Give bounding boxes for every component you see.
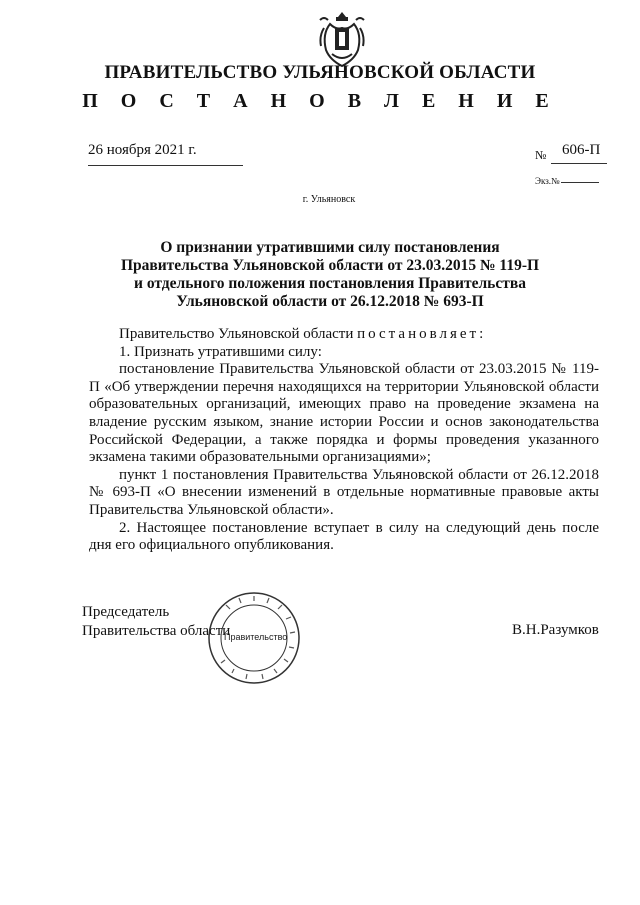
city: г. Ульяновск: [302, 194, 356, 205]
item-1: 1. Признать утратившими силу:: [119, 343, 322, 360]
item-1a: постановление Правительства Ульяновской области от 23.03.2015 № 119-П «Об утверждении перечня находящихся на территории Ульяновской области образовательных организаций, имеющих право на проведение экзамена на владение русским языком, знание истории России и основ законодательства Российской Федерации, а также порядка и формы проведения указанного экзамена такими образовательными организациями»;: [89, 361, 599, 466]
number-underline: [551, 163, 607, 164]
title-line: Правительства Ульяновской области от 23.03.2015 № 119-П: [120, 257, 540, 274]
title-line: и отдельного положения постановления Правительства: [134, 275, 526, 292]
copy-underline: [561, 182, 599, 183]
signatory-name: В.Н.Разумков: [512, 622, 599, 638]
intro-paragraph: [89, 326, 599, 344]
number-value: 606-П: [562, 142, 601, 158]
coat-of-arms-emblem: [318, 10, 366, 68]
number-sign: №: [535, 148, 547, 162]
document-body: [89, 326, 599, 555]
position-line-1: Председатель: [82, 604, 170, 620]
item-2: 2. Настоящее постановление вступает в силу на следующий день после дня его официального опубликования.: [89, 519, 599, 554]
government-title: ПРАВИТЕЛЬСТВО УЛЬЯНОВСКОЙ ОБЛАСТИ: [104, 62, 536, 83]
item-1b: пункт 1 постановления Правительства Ульяновской области от 26.12.2018 № 693-П «О внесении изменений в отдельные нормативные правовые акты Правительства Ульяновской области».: [89, 466, 599, 518]
date-underline: [88, 165, 243, 166]
intro-prefix: Правительство Ульяновской области: [119, 326, 354, 342]
position-line-2: Правительства области: [82, 623, 231, 639]
document-title: [120, 239, 540, 311]
document-date: 26 ноября 2021 г.: [88, 142, 197, 158]
copy-number: [535, 176, 599, 186]
intro-resolves: постановляет:: [357, 326, 487, 342]
stamp-text: Правительство: [224, 632, 288, 642]
title-line: О признании утратившими силу постановления: [160, 239, 500, 256]
title-line: Ульяновской области от 26.12.2018 № 693-П: [176, 293, 484, 310]
copy-label: Экз.№: [535, 176, 560, 186]
document-type: П О С Т А Н О В Л Е Н И Е: [82, 90, 558, 112]
